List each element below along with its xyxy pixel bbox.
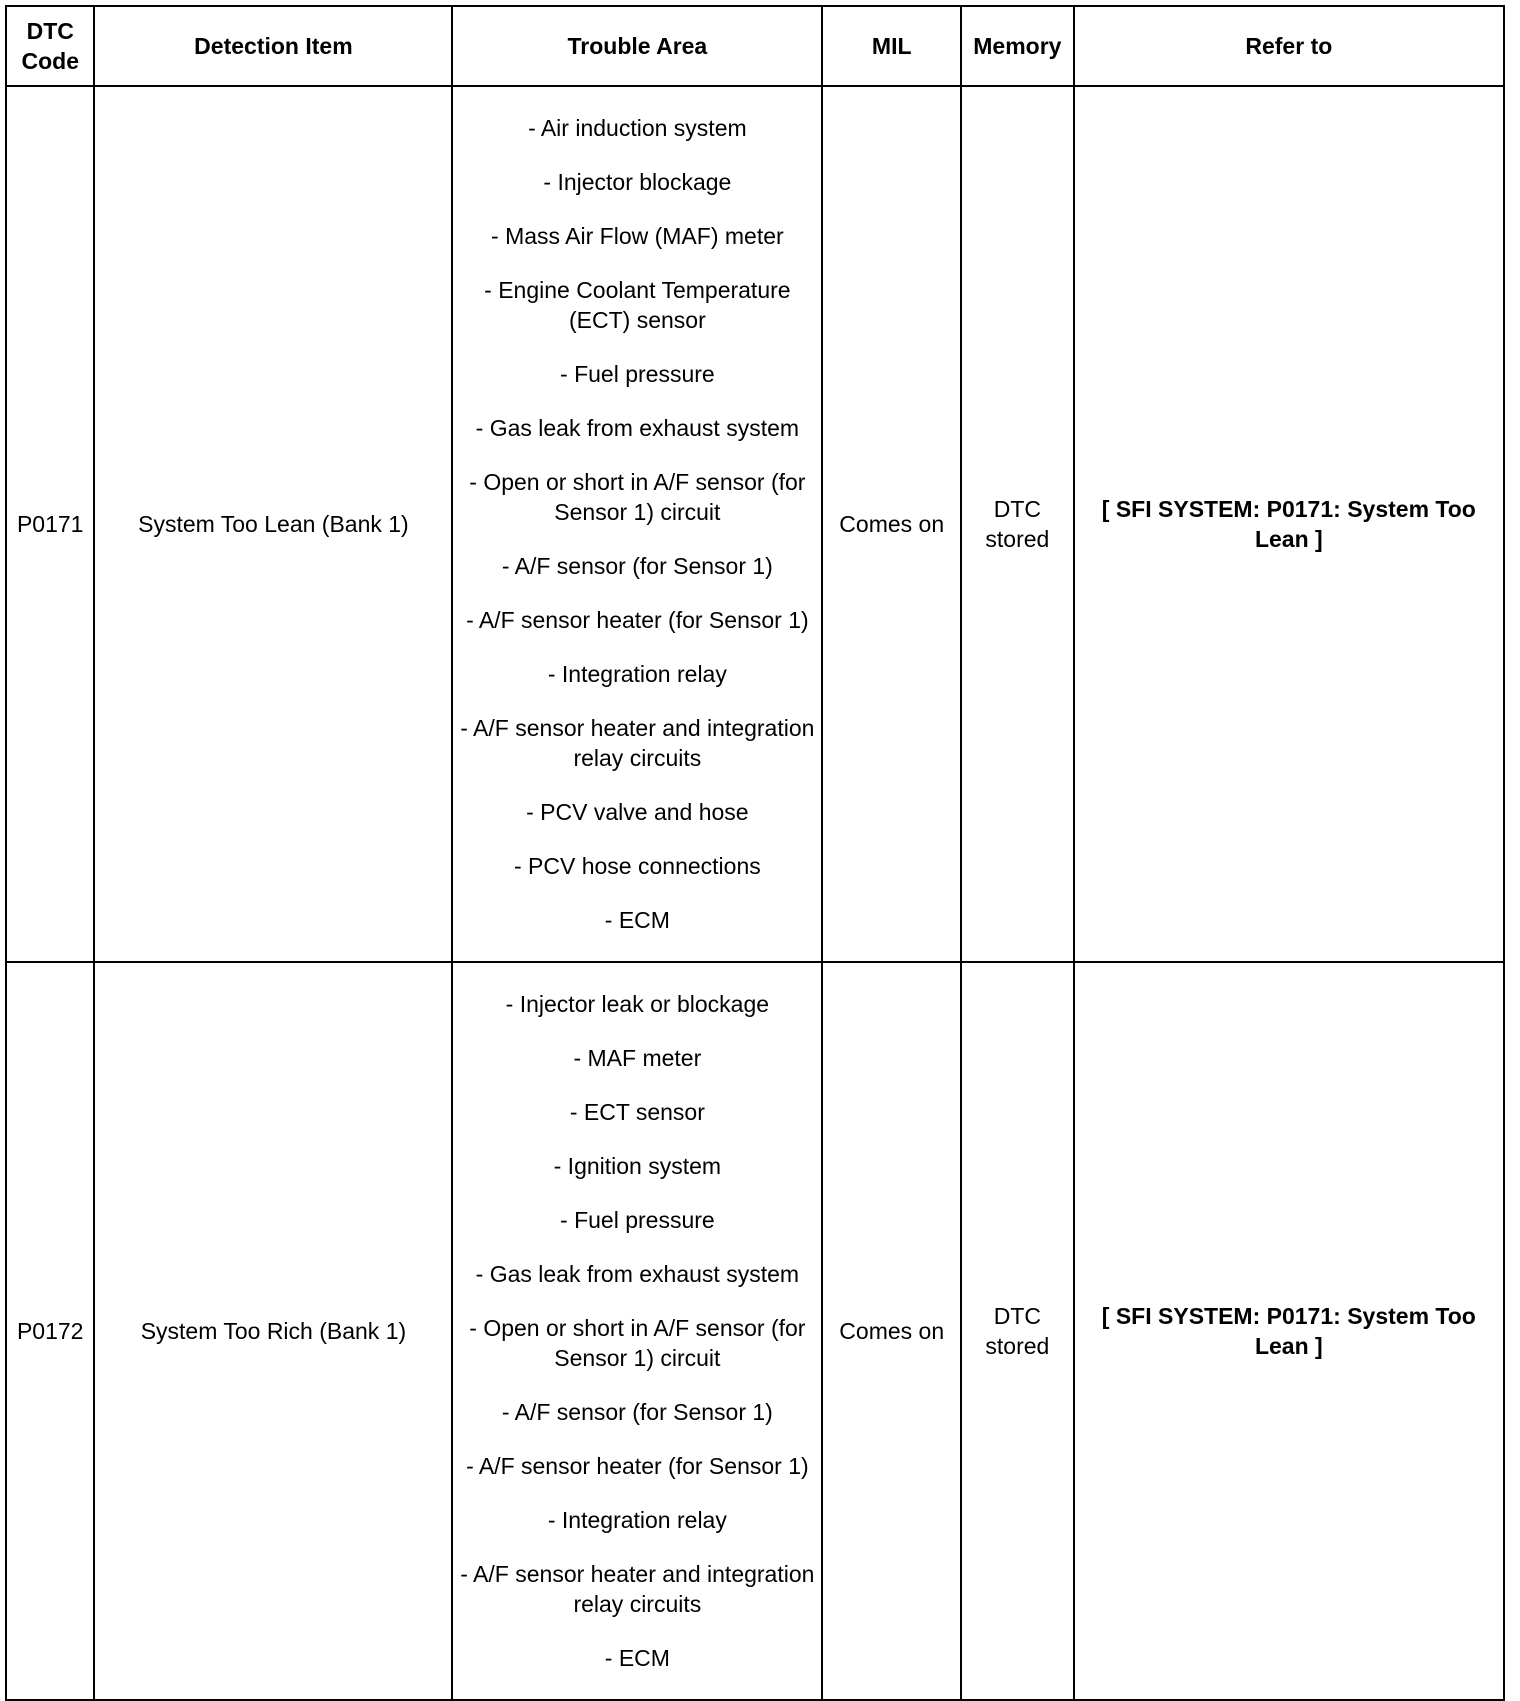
trouble-area-item: - Air induction system <box>528 115 747 141</box>
table-row <box>6 86 1504 962</box>
trouble-area-item: - PCV valve and hose <box>526 799 749 825</box>
memory-cell: DTC stored <box>961 86 1074 962</box>
trouble-area-item: - A/F sensor heater (for Sensor 1) <box>466 1453 809 1479</box>
refer-to-cell <box>1074 962 1504 1700</box>
trouble-area-item: - ECT sensor <box>569 1099 705 1125</box>
dtc-code-cell: P0171 <box>6 86 94 962</box>
dtc-code-cell: P0172 <box>6 962 94 1700</box>
trouble-area-item: - Gas leak from exhaust system <box>475 1261 800 1287</box>
trouble-area-item: - A/F sensor (for Sensor 1) <box>501 1399 773 1425</box>
trouble-area-item: - Engine Coolant Temperature (ECT) sensor <box>484 277 791 333</box>
trouble-area-item: - A/F sensor heater (for Sensor 1) <box>466 607 809 633</box>
dtc-table <box>5 5 1505 1701</box>
trouble-area-item: - MAF meter <box>573 1045 702 1071</box>
header-memory: Memory <box>961 6 1074 86</box>
trouble-area-item: - A/F sensor (for Sensor 1) <box>501 553 773 579</box>
trouble-area-item: - A/F sensor heater and integration relay circuits <box>460 1561 815 1617</box>
trouble-area-item: - Ignition system <box>553 1153 722 1179</box>
refer-to-link[interactable]: [ SFI SYSTEM: P0171: System Too Lean ] <box>1101 496 1476 552</box>
trouble-area-item: - Injector blockage <box>543 169 732 195</box>
mil-cell: Comes on <box>822 962 961 1700</box>
trouble-area-item: - Gas leak from exhaust system <box>475 415 800 441</box>
trouble-area-item: - Fuel pressure <box>560 361 715 387</box>
refer-to-cell <box>1074 86 1504 962</box>
header-mil: MIL <box>822 6 961 86</box>
header-detection-item: Detection Item <box>94 6 452 86</box>
header-dtc-code: DTC Code <box>6 6 94 86</box>
trouble-area-item: - Fuel pressure <box>560 1207 715 1233</box>
table-header-row <box>6 6 1504 86</box>
trouble-area-cell <box>452 86 822 962</box>
trouble-area-item: - A/F sensor heater and integration relay circuits <box>460 715 815 771</box>
trouble-area-item: - PCV hose connections <box>513 853 761 879</box>
header-refer-to: Refer to <box>1074 6 1504 86</box>
refer-to-link[interactable]: [ SFI SYSTEM: P0171: System Too Lean ] <box>1101 1303 1476 1359</box>
trouble-area-item: - ECM <box>604 907 670 933</box>
detection-item-cell: System Too Rich (Bank 1) <box>94 962 452 1700</box>
trouble-area-cell <box>452 962 822 1700</box>
memory-cell: DTC stored <box>961 962 1074 1700</box>
trouble-area-item: - Integration relay <box>547 1507 727 1533</box>
trouble-area-item: - Open or short in A/F sensor (for Sensor 1) circuit <box>469 1315 806 1371</box>
trouble-area-item: - Mass Air Flow (MAF) meter <box>491 223 784 249</box>
header-trouble-area: Trouble Area <box>452 6 822 86</box>
detection-item-cell: System Too Lean (Bank 1) <box>94 86 452 962</box>
trouble-area-item: - Injector leak or blockage <box>505 991 770 1017</box>
mil-cell: Comes on <box>822 86 961 962</box>
trouble-area-item: - Open or short in A/F sensor (for Sensor 1) circuit <box>469 469 806 525</box>
table-row <box>6 962 1504 1700</box>
trouble-area-item: - ECM <box>604 1645 670 1671</box>
trouble-area-item: - Integration relay <box>547 661 727 687</box>
trouble-area-list <box>457 977 817 1685</box>
trouble-area-list <box>457 101 817 947</box>
